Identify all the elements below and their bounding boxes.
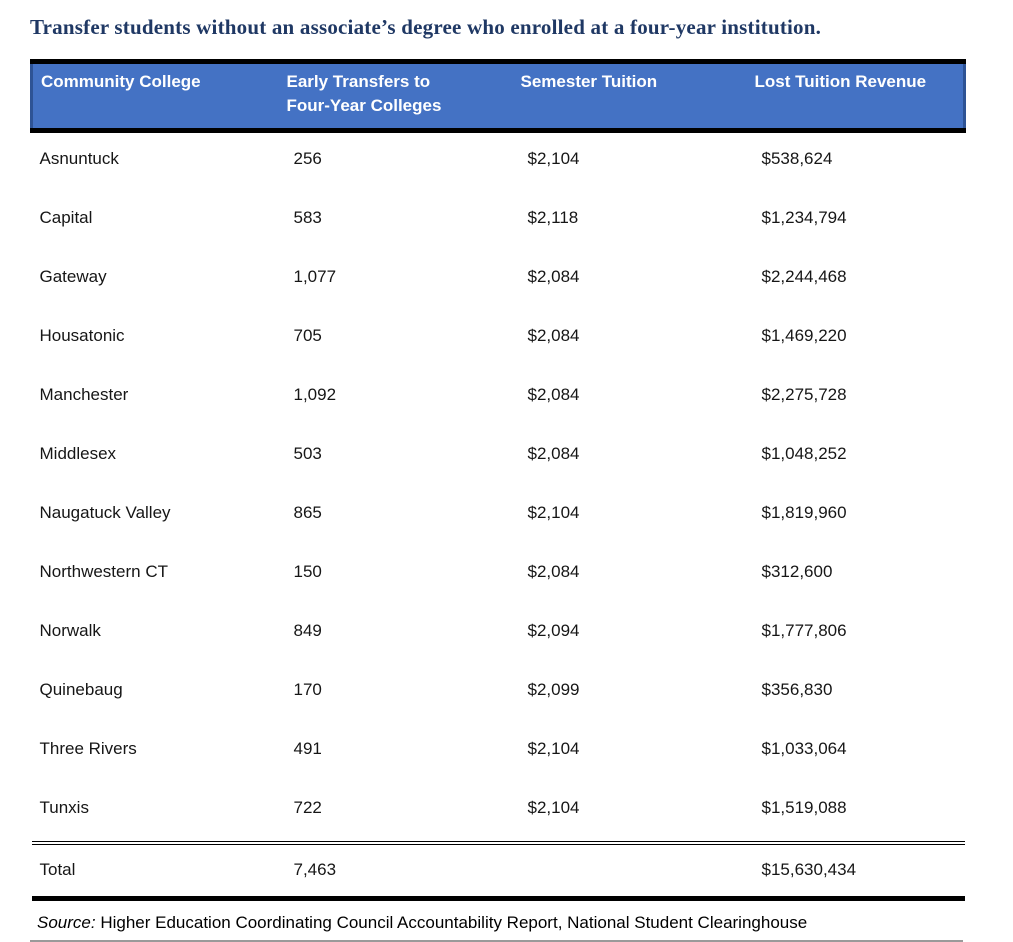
cell-transfers: 1,092 bbox=[293, 384, 337, 404]
report-table-figure bbox=[0, 14, 1013, 932]
cell-revenue: $312,600 bbox=[761, 561, 833, 581]
col-header-early-transfers bbox=[279, 62, 513, 131]
table-body bbox=[32, 131, 965, 899]
cell-tuition: $2,104 bbox=[527, 502, 580, 522]
cell-tuition: $2,094 bbox=[527, 620, 580, 640]
cell-transfers: 583 bbox=[293, 207, 322, 227]
cell-tuition: $2,084 bbox=[527, 443, 580, 463]
cell-revenue: $2,244,468 bbox=[761, 266, 847, 286]
source-text: Higher Education Coordinating Council Accountability Report, National Student Clearinghouse bbox=[95, 913, 808, 932]
cell-college: Capital bbox=[39, 207, 93, 227]
table-header bbox=[32, 62, 965, 131]
col-header-semester-tuition: Semester Tuition bbox=[513, 62, 747, 131]
cell-tuition: $2,099 bbox=[527, 679, 580, 699]
cell-college: Middlesex bbox=[39, 443, 117, 463]
table-row bbox=[32, 131, 965, 193]
cell-college: Norwalk bbox=[39, 620, 101, 640]
total-revenue: $15,630,434 bbox=[747, 843, 965, 899]
cell-transfers: 150 bbox=[293, 561, 322, 581]
table-row bbox=[32, 310, 965, 369]
cell-transfers: 491 bbox=[293, 738, 322, 758]
total-tuition bbox=[513, 843, 747, 899]
cell-tuition: $2,084 bbox=[527, 561, 580, 581]
cell-college: Gateway bbox=[39, 266, 107, 286]
source-note bbox=[37, 912, 983, 933]
cell-tuition: $2,084 bbox=[527, 325, 580, 345]
cell-tuition: $2,084 bbox=[527, 384, 580, 404]
table-row bbox=[32, 605, 965, 664]
table-row bbox=[32, 369, 965, 428]
cell-college: Quinebaug bbox=[39, 679, 123, 699]
table-row bbox=[32, 664, 965, 723]
cell-transfers: 1,077 bbox=[293, 266, 337, 286]
cell-college: Manchester bbox=[39, 384, 129, 404]
cell-transfers: 256 bbox=[293, 148, 322, 168]
cell-revenue: $1,819,960 bbox=[761, 502, 847, 522]
cell-college: Housatonic bbox=[39, 325, 125, 345]
cell-transfers: 705 bbox=[293, 325, 322, 345]
cell-revenue: $1,519,088 bbox=[761, 797, 847, 817]
cell-college: Three Rivers bbox=[39, 738, 137, 758]
table-row bbox=[32, 723, 965, 782]
cell-college: Northwestern CT bbox=[39, 561, 168, 581]
table-row bbox=[32, 428, 965, 487]
table-row bbox=[32, 487, 965, 546]
table-row bbox=[32, 782, 965, 843]
total-transfers: 7,463 bbox=[279, 843, 513, 899]
cell-transfers: 503 bbox=[293, 443, 322, 463]
cell-college: Tunxis bbox=[39, 797, 89, 817]
cell-revenue: $1,469,220 bbox=[761, 325, 847, 345]
table-row bbox=[32, 251, 965, 310]
col-header-early-transfers-label: Early Transfers to Four-Year Colleges bbox=[286, 72, 442, 115]
cell-revenue: $1,048,252 bbox=[761, 443, 847, 463]
total-label: Total bbox=[32, 843, 279, 899]
cell-revenue: $1,777,806 bbox=[761, 620, 847, 640]
cell-tuition: $2,084 bbox=[527, 266, 580, 286]
cell-tuition: $2,104 bbox=[527, 148, 580, 168]
transfer-students-table bbox=[30, 59, 966, 901]
cell-revenue: $1,234,794 bbox=[761, 207, 847, 227]
table-row bbox=[32, 192, 965, 251]
header-row bbox=[32, 62, 965, 131]
figure-title: Transfer students without an associate’s degree who enrolled at a four-year institution. bbox=[30, 15, 822, 39]
cell-transfers: 170 bbox=[293, 679, 322, 699]
total-row bbox=[32, 843, 965, 899]
cell-transfers: 865 bbox=[293, 502, 322, 522]
cell-college: Naugatuck Valley bbox=[39, 502, 171, 522]
cell-transfers: 722 bbox=[293, 797, 322, 817]
cell-revenue: $538,624 bbox=[761, 148, 833, 168]
col-header-community-college: Community College bbox=[32, 62, 279, 131]
cell-revenue: $1,033,064 bbox=[761, 738, 847, 758]
cell-transfers: 849 bbox=[293, 620, 322, 640]
source-label: Source: bbox=[37, 913, 96, 932]
cell-tuition: $2,104 bbox=[527, 738, 580, 758]
cell-college: Asnuntuck bbox=[39, 148, 119, 168]
cell-tuition: $2,104 bbox=[527, 797, 580, 817]
cell-tuition: $2,118 bbox=[527, 207, 579, 227]
table-row bbox=[32, 546, 965, 605]
cell-revenue: $356,830 bbox=[761, 679, 833, 699]
col-header-lost-tuition-revenue: Lost Tuition Revenue bbox=[747, 62, 965, 131]
cell-revenue: $2,275,728 bbox=[761, 384, 847, 404]
